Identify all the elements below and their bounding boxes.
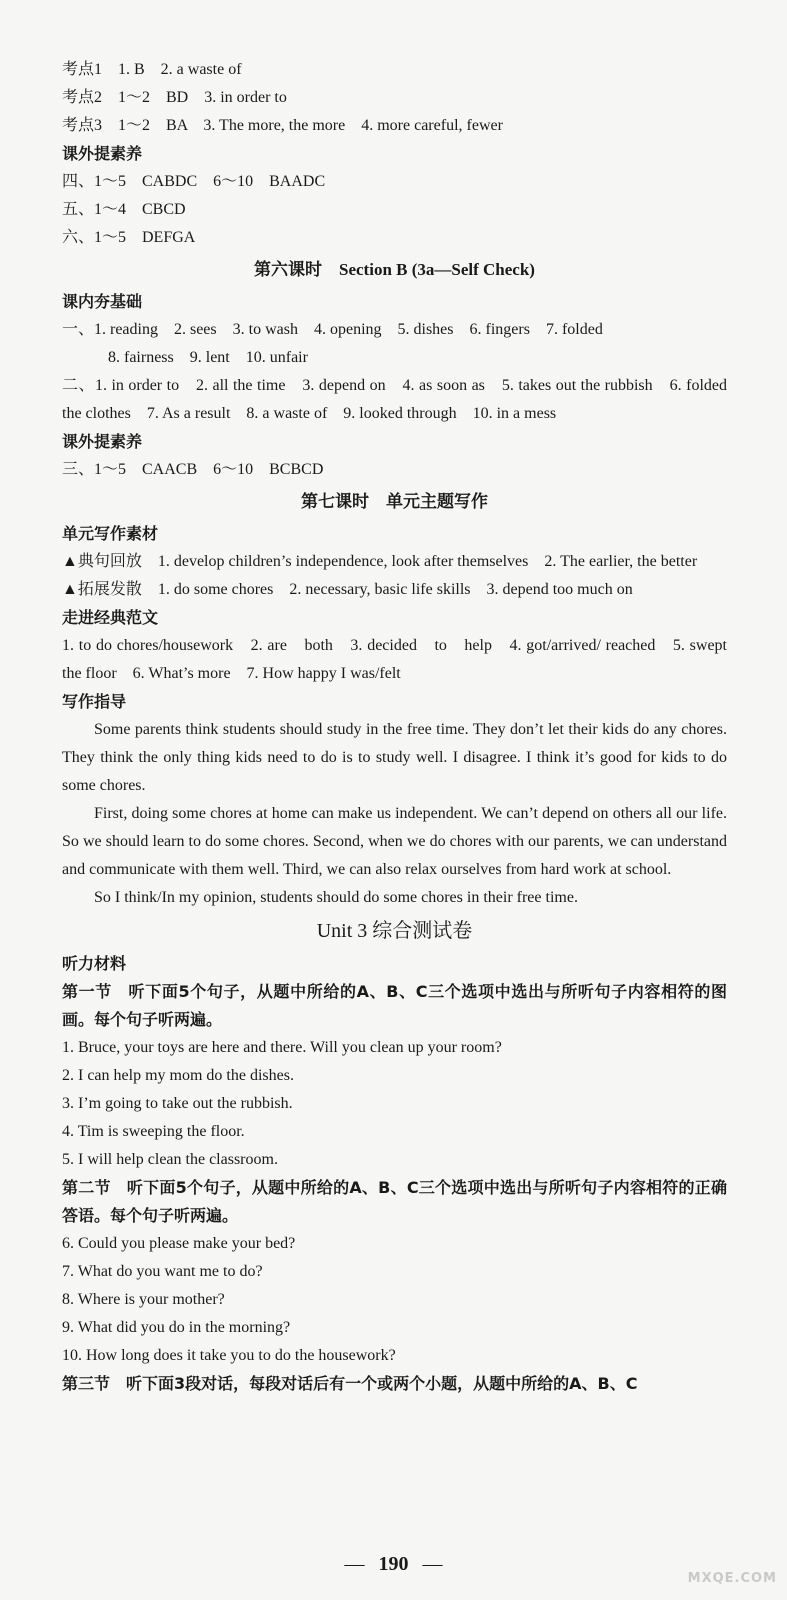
- part1-item-5: 5. I will help clean the classroom.: [62, 1151, 278, 1168]
- basic6-item-1: 一、1. reading 2. sees 3. to wash 4. opening 5. dishes 6. fingers 7. folded: [62, 321, 603, 338]
- page-number-value: 190: [378, 1553, 409, 1575]
- extra1-line-5: 五、1～4 CBCD: [62, 201, 186, 218]
- heading-basic-6: 课内夯基础: [62, 292, 143, 311]
- heading-classic: 走进经典范文: [62, 608, 159, 627]
- page-dash-right: —: [422, 1553, 443, 1575]
- kaodian-2: 考点2 1～2 BD 3. in order to: [62, 89, 287, 106]
- heading-material: 单元写作素材: [62, 524, 159, 543]
- part2-item-7: 7. What do you want me to do?: [62, 1263, 263, 1280]
- essay-paragraph-3: So I think/In my opinion, students should do some chores in their free time.: [94, 889, 578, 906]
- part2-item-6: 6. Could you please make your bed?: [62, 1235, 296, 1252]
- kaodian-1: 考点1 1. B 2. a waste of: [62, 61, 242, 78]
- heading-extra-1: 课外提素养: [62, 144, 143, 163]
- material-2: ▲拓展发散 1. do some chores 2. necessary, basic life skills 3. depend too much on: [62, 581, 633, 598]
- section-7-title: 第七课时 单元主题写作: [301, 492, 488, 511]
- unit-title: Unit 3 综合测试卷: [316, 920, 473, 942]
- extra6-line: 三、1～5 CAACB 6～10 BCBCD: [62, 461, 324, 478]
- essay-paragraph-1: Some parents think students should study in the free time. They don’t let their kids do any chores. They think the only thing kids need to do is to study well. I disagree. I think it’s good for kids to do some chores.: [62, 721, 727, 794]
- kaodian-3: 考点3 1～2 BA 3. The more, the more 4. more careful, fewer: [62, 117, 503, 134]
- extra1-line-4: 四、1～5 CABDC 6～10 BAADC: [62, 173, 326, 190]
- page-dash-left: —: [344, 1553, 365, 1575]
- watermark-logo: MXQE.COM: [687, 1571, 777, 1586]
- part1-title: 第一节 听下面5个句子，从题中所给的A、B、C三个选项中选出与所听句子内容相符的图画。每个句子听两遍。: [62, 982, 727, 1029]
- page-number: [0, 1553, 787, 1576]
- part3-title: 第三节 听下面3段对话，每段对话后有一个或两个小题，从题中所给的A、B、C: [62, 1374, 638, 1393]
- heading-listening: 听力材料: [62, 954, 127, 973]
- classic-line: 1. to do chores/housework 2. are both 3. decided to help 4. got/arrived/ reached 5. swept the floor 6. What’s more 7. How happy I was/felt: [62, 637, 727, 682]
- heading-extra-6: 课外提素养: [62, 432, 143, 451]
- extra1-line-6: 六、1～5 DEFGA: [62, 229, 196, 246]
- part2-item-8: 8. Where is your mother?: [62, 1291, 225, 1308]
- heading-guide: 写作指导: [62, 692, 127, 711]
- part2-item-9: 9. What did you do in the morning?: [62, 1319, 291, 1336]
- section-6-title: 第六课时 Section B (3a—Self Check): [254, 260, 535, 279]
- part2-title: 第二节 听下面5个句子，从题中所给的A、B、C三个选项中选出与所听句子内容相符的正确答语。每个句子听两遍。: [62, 1178, 727, 1225]
- basic6-item-1-cont: 8. fairness 9. lent 10. unfair: [108, 349, 308, 366]
- part2-item-10: 10. How long does it take you to do the housework?: [62, 1347, 396, 1364]
- material-1: ▲典句回放 1. develop children’s independence, look after themselves 2. The earlier, the better: [62, 553, 698, 570]
- part1-item-3: 3. I’m going to take out the rubbish.: [62, 1095, 293, 1112]
- basic6-item-2: 二、1. in order to 2. all the time 3. depend on 4. as soon as 5. takes out the rubbish 6. folded the clothes 7. As a result 8. a waste of 9. looked through 10. in a mess: [62, 377, 727, 422]
- essay-paragraph-2: First, doing some chores at home can make us independent. We can’t depend on others all our life. So we should learn to do some chores. Second, when we do chores with our parents, we can understand and communicate with them well. Third, we can also relax ourselves from hard work at school.: [62, 805, 727, 878]
- part1-item-2: 2. I can help my mom do the dishes.: [62, 1067, 294, 1084]
- part1-item-4: 4. Tim is sweeping the floor.: [62, 1123, 245, 1140]
- part1-item-1: 1. Bruce, your toys are here and there. Will you clean up your room?: [62, 1039, 502, 1056]
